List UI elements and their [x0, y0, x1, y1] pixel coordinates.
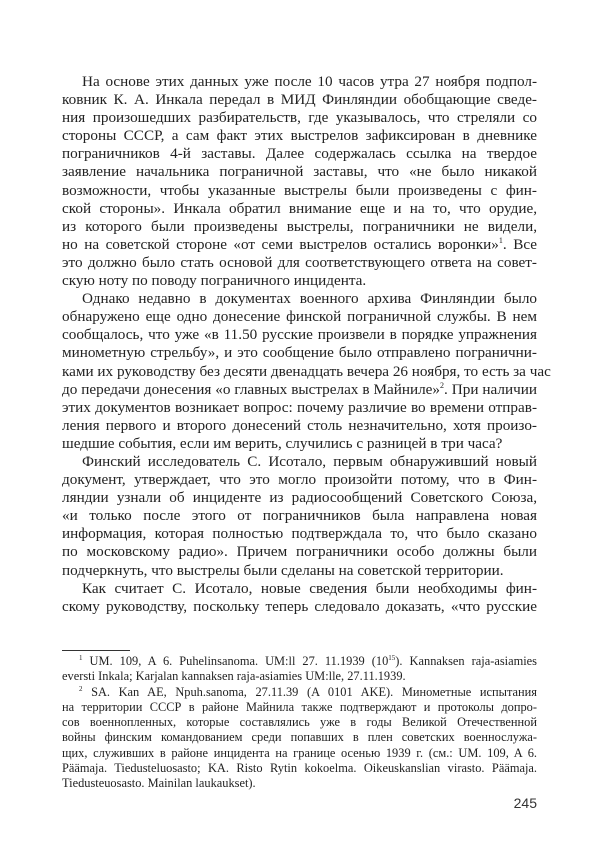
- text-line: [62, 344, 537, 362]
- line-text: заявление начальника пограничной заставы, что «не было никакой: [62, 163, 537, 181]
- line-text: до передачи донесения «о главных выстрелах в Майниле»: [62, 380, 441, 398]
- line-text: eversti Inkala; Karjalan kannaksen raja-asiamies UM:lle, 27.11.1939.: [62, 669, 406, 684]
- footnote-marker: 2: [79, 684, 83, 693]
- line-text: минометную стрельбу», и это сообщение было отправлено погранични-: [62, 344, 537, 362]
- text-line: [62, 489, 537, 507]
- line-text: Финский исследователь С. Исотало, первым обнаруживший новый: [82, 452, 537, 470]
- line-text: сообщалось, что уже «в 11.50 русские произвели в порядке упражнения: [62, 326, 537, 344]
- text-line: [62, 399, 537, 417]
- line-text: обнаружено еще одно донесение финской пограничной службы. В нем: [62, 308, 537, 326]
- line-text: SA. Kan AE, Npuh.sanoma, 27.11.39 (A 0101 AKE). Минометные испытания: [82, 684, 537, 699]
- footnote-line: [62, 685, 537, 700]
- line-text: Однако недавно в документах военного архива Финляндии было: [82, 290, 537, 308]
- line-text: Päämaja. Tiedusteluosasto; KA. Risto Rytin kokoelma. Oikeuskanslian virasto. Päämaja.: [62, 761, 537, 776]
- text-line: [62, 525, 537, 543]
- footnote-separator: [62, 650, 130, 651]
- line-text: ляндии узнали об инциденте из радиосообщений Советского Союза,: [62, 489, 537, 507]
- footnote-line: [62, 761, 537, 776]
- text-line: [62, 507, 537, 525]
- footnote-line: [62, 700, 537, 715]
- line-text: по московскому радио». Причем пограничники особо должны были: [62, 543, 537, 561]
- page-number: 245: [513, 795, 537, 811]
- footnote-line: [62, 654, 537, 669]
- text-line: [62, 218, 537, 236]
- line-text: ния произошедших разбирательств, где указывалось, что стреляли со: [62, 109, 537, 127]
- footnote-line: [62, 669, 537, 684]
- text-line: [62, 127, 537, 145]
- line-text: это должно было стать основой для соответствующего ответа на совет-: [62, 253, 537, 271]
- text-line: [62, 73, 537, 91]
- line-text: ления первого и второго донесений столь незначительно, хотя произо-: [62, 416, 537, 434]
- footnote-reference: 1: [498, 235, 503, 245]
- line-text: шедшие события, если им верить, случились с разницей в три часа?: [62, 434, 503, 452]
- text-line: [62, 326, 537, 344]
- text-line: [62, 543, 537, 561]
- text-line: [62, 598, 537, 616]
- line-text: Как считает С. Исотало, новые сведения были необходимы фин-: [82, 579, 537, 597]
- text-line: [62, 453, 537, 471]
- line-text: UM. 109, A 6. Puhelinsanoma. UM:ll 27. 11.1939 (10: [82, 654, 389, 668]
- text-line: [62, 471, 537, 489]
- line-text: подчеркнуть, что выстрелы были сделаны на советской территории.: [62, 561, 504, 579]
- text-line: [62, 200, 537, 218]
- text-line: [62, 417, 537, 435]
- footnote-reference: 15: [388, 654, 396, 662]
- text-line: [62, 435, 537, 453]
- text-line: [62, 381, 537, 399]
- line-text: На основе этих данных уже после 10 часов утра 27 ноября подпол-: [82, 73, 537, 90]
- line-text: ками их руководству без десяти двенадцать вечера 26 ноября, то есть за час: [62, 362, 551, 380]
- body-text: [62, 73, 551, 616]
- line-text: скому руководству, поскольку теперь следовало доказать, «что русские: [62, 597, 537, 615]
- line-text: . При наличии: [444, 380, 537, 398]
- line-text: щих, служивших в районе инцидента на границе осенью 1939 г. (см.: UM. 109, A 6.: [62, 745, 537, 760]
- text-line: [62, 562, 537, 580]
- text-line: [62, 91, 537, 109]
- text-line: [62, 362, 551, 381]
- text-line: [62, 145, 537, 163]
- line-text: «и только после этого от пограничников была направлена новая: [62, 507, 537, 525]
- text-line: [62, 236, 537, 254]
- line-text: но на советской стороне «от семи выстрелов остались воронки»: [62, 235, 499, 253]
- line-text: возможности, чтобы указанные выстрелы были произведены с фин-: [62, 181, 537, 199]
- line-text: документ, утверждает, что это могло произойти потому, что в Фин-: [62, 471, 537, 489]
- line-text: сов военнопленных, которые составлялись уже в годы Великой Отечественной: [62, 715, 537, 730]
- text-line: [62, 163, 537, 181]
- text-line: [62, 182, 537, 200]
- footnote-line: [62, 776, 537, 791]
- line-text: ). Kannaksen raja-asiamies: [395, 654, 537, 668]
- text-line: [62, 109, 537, 127]
- line-text: из которого были произведены выстрелы, пограничники не видели,: [62, 217, 537, 235]
- text-line: [62, 308, 537, 326]
- footnote-line: [62, 730, 537, 745]
- line-text: стороны СССР, а сам факт этих выстрелов зафиксирован в дневнике: [62, 127, 537, 145]
- line-text: этих документов возникает вопрос: почему различие во времени отправ-: [62, 398, 537, 416]
- line-text: на территории СССР в районе Майнила также подтверждают и протоколы допро-: [62, 699, 537, 714]
- footnote-marker: 1: [79, 654, 83, 662]
- line-text: пограничников 4-й заставы. Далее содержалась ссылка на твердое: [62, 145, 537, 163]
- footnote-line: [62, 715, 537, 730]
- line-text: ской стороны». Инкала обратил внимание еще и на то, что орудие,: [62, 199, 537, 217]
- footnotes: [62, 654, 537, 792]
- line-text: ковник К. А. Инкала передал в МИД Финляндии обобщающие сведе-: [62, 91, 537, 109]
- text-line: [62, 290, 537, 308]
- line-text: . Все: [502, 235, 537, 253]
- footnote-reference: 2: [440, 380, 445, 390]
- text-line: [62, 272, 537, 290]
- text-line: [62, 254, 537, 272]
- line-text: информация, которая полностью подтверждала то, что было сказано: [62, 525, 537, 543]
- text-line: [62, 580, 537, 598]
- footnote-line: [62, 746, 537, 761]
- line-text: Tiedusteuosasto. Mainilan laukaukset).: [62, 776, 256, 791]
- line-text: войны финским командованием среди попавших в плен советских военнослужа-: [62, 730, 537, 745]
- line-text: скую ноту по поводу пограничного инцидента.: [62, 272, 367, 290]
